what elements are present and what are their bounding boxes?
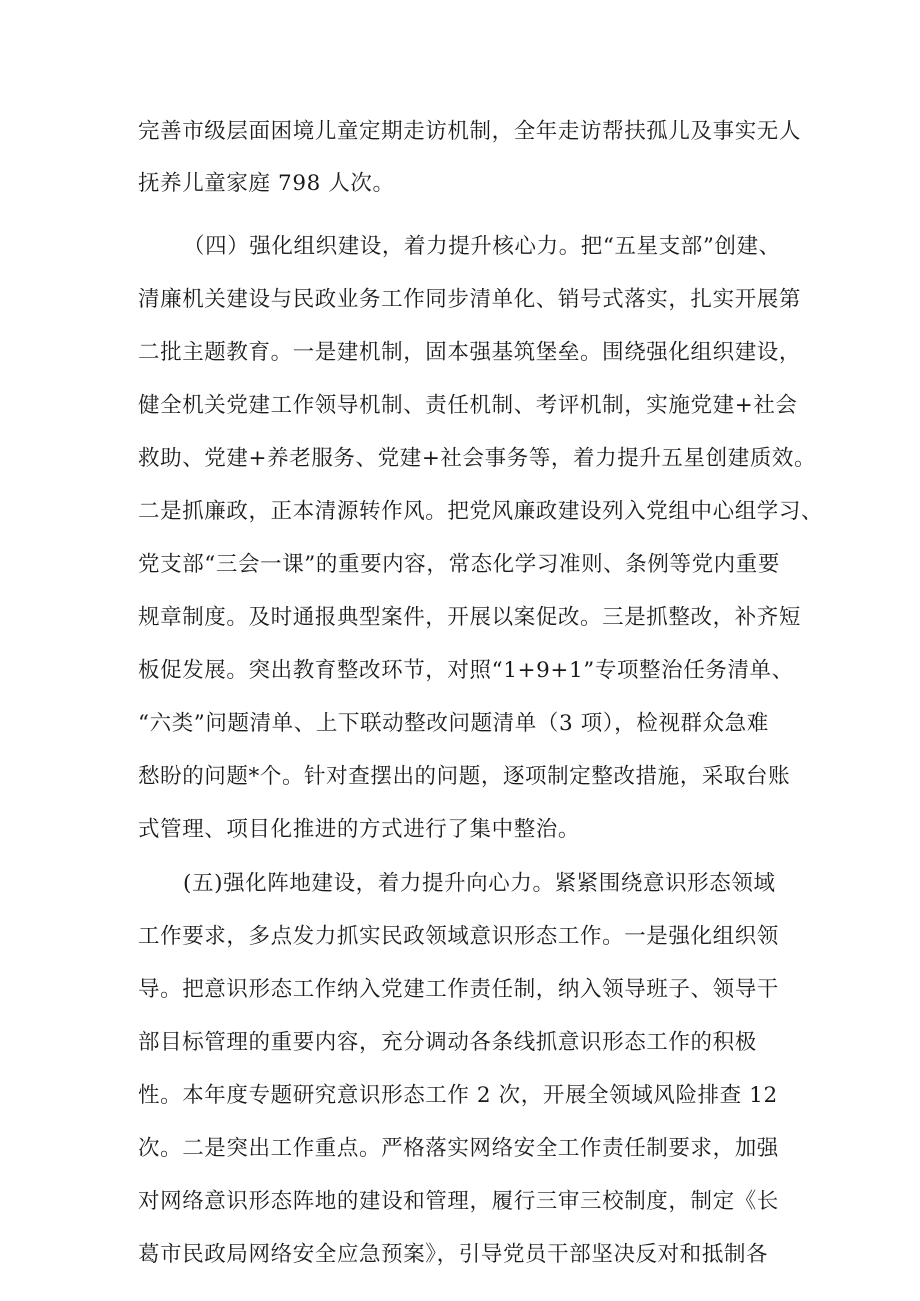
text-line: 葛市民政局网络安全应急预案》，引导党员干部坚决反对和抵制各 <box>138 1242 769 1267</box>
text-line: 次。二是突出工作重点。严格落实网络安全工作责任制要求，加强 <box>138 1136 779 1161</box>
section-heading-line: （四）强化组织建设，着力提升核心力。把“五星支部”创建、 <box>183 234 781 259</box>
text-line: 部目标管理的重要内容，充分调动各条线抓意识形态工作的积极 <box>138 1030 757 1055</box>
text-line: 规章制度。及时通报典型案件，开展以案促改。三是抓整改，补齐短 <box>138 605 802 630</box>
text-line: 工作要求，多点发力抓实民政领域意识形态工作。一是强化组织领 <box>138 924 779 949</box>
text-line: 二是抓廉政，正本清源转作风。把党风廉政建设列入党组中心组学习、 <box>138 499 824 524</box>
text-line: 性。本年度专题研究意识形态工作 2 次，开展全领域风险排查 12 <box>138 1083 778 1108</box>
text-line: 板促发展。突出教育整改环节，对照“1+9+1”专项整治任务清单、 <box>138 658 794 683</box>
text-line: 清廉机关建设与民政业务工作同步清单化、销号式落实，扎实开展第 <box>138 287 802 312</box>
text-line: 式管理、项目化推进的方式进行了集中整治。 <box>138 817 581 842</box>
text-line: 导。把意识形态工作纳入党建工作责任制，纳入领导班子、领导干 <box>138 977 779 1002</box>
section-heading-line: (五)强化阵地建设，着力提升向心力。紧紧围绕意识形态领域 <box>183 871 776 896</box>
text-line: “六类”问题清单、上下联动整改问题清单（3 项），检视群众急难 <box>138 711 769 736</box>
text-line: 救助、党建+养老服务、党建+社会事务等，着力提升五星创建质效。 <box>138 446 817 471</box>
text-line: 抚养儿童家庭 798 人次。 <box>138 171 395 196</box>
text-line: 二批主题教育。一是建机制，固本强基筑堡垒。围绕强化组织建设， <box>138 340 802 365</box>
text-line: 愁盼的问题*个。针对查摆出的问题，逐项制定整改措施，采取台账 <box>138 764 791 789</box>
text-line: 党支部“三会一课”的重要内容，常态化学习准则、条例等党内重要 <box>138 552 780 577</box>
text-line: 对网络意识形态阵地的建设和管理，履行三审三校制度，制定《长 <box>138 1189 779 1214</box>
text-line: 完善市级层面困境儿童定期走访机制，全年走访帮扶孤儿及事实无人 <box>138 119 802 144</box>
text-line: 健全机关党建工作领导机制、责任机制、考评机制，实施党建+社会 <box>138 393 798 418</box>
